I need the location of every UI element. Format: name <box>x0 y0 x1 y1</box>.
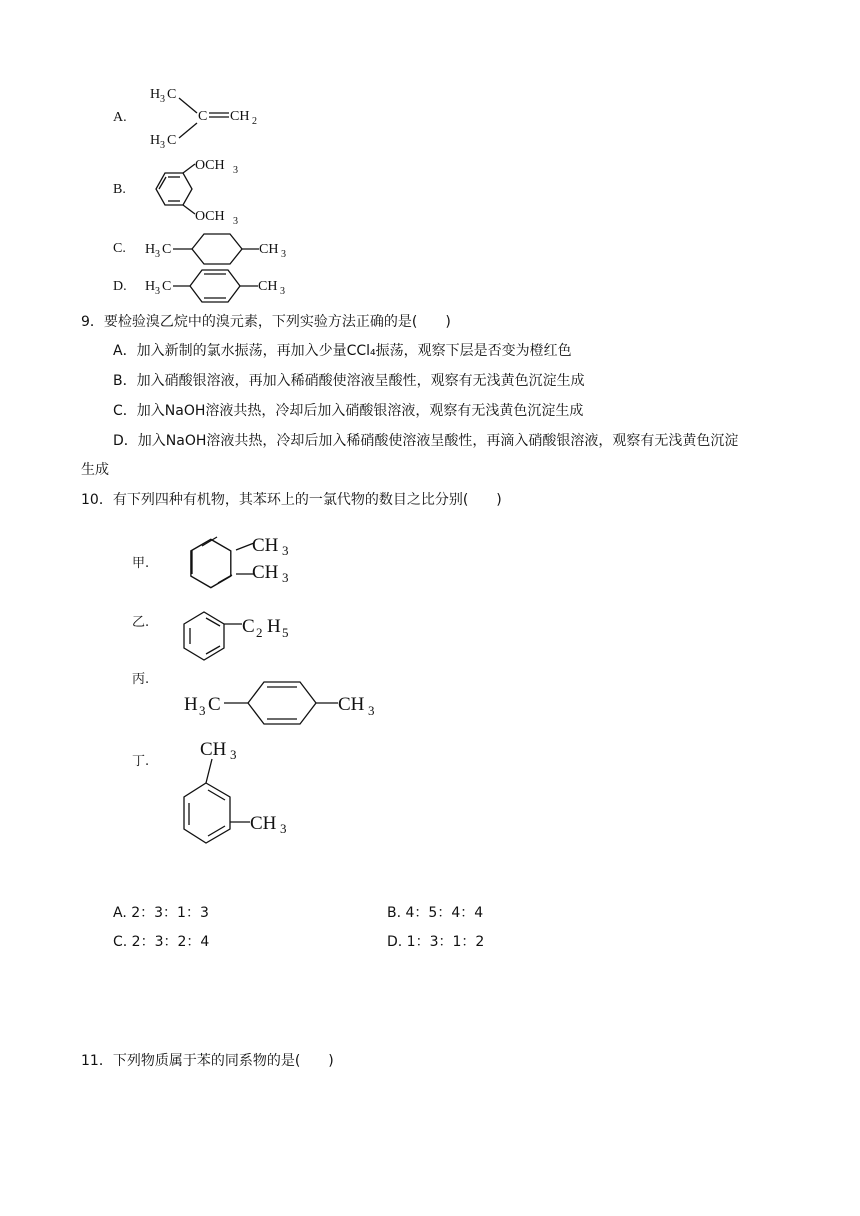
svg-text:C: C <box>162 279 172 294</box>
svg-text:3: 3 <box>280 821 287 836</box>
svg-text:H: H <box>150 133 161 148</box>
svg-text:H: H <box>145 279 156 294</box>
q9-option-a: A．加入新制的氯水振荡，再加入少量CCl₄振荡，观察下层是否变为橙红色 <box>113 343 572 359</box>
svg-text:3: 3 <box>199 703 206 718</box>
svg-text:CH: CH <box>250 813 277 834</box>
svg-text:H: H <box>184 694 198 715</box>
svg-text:CH: CH <box>252 535 279 556</box>
svg-text:H: H <box>150 87 161 102</box>
svg-text:C: C <box>167 87 177 102</box>
q10-answer-c: C. 2：3：2：4 <box>113 934 210 950</box>
q8-option-b-letter: B. <box>113 182 126 197</box>
svg-text:3: 3 <box>233 216 238 227</box>
q10-structure-ding <box>178 733 308 851</box>
svg-text:2: 2 <box>256 625 263 640</box>
q10-stem: 10．有下列四种有机物，其苯环上的一氯代物的数目之比分别( ) <box>81 492 502 508</box>
svg-text:3: 3 <box>160 94 165 105</box>
svg-text:3: 3 <box>368 703 375 718</box>
svg-text:CH: CH <box>252 562 279 583</box>
svg-text:C: C <box>242 616 255 637</box>
svg-text:C: C <box>208 694 221 715</box>
svg-text:3: 3 <box>233 165 238 176</box>
svg-text:3: 3 <box>155 249 160 260</box>
q9-option-d: D．加入NaOH溶液共热，冷却后加入稀硝酸使溶液呈酸性，再滴入硝酸银溶液，观察有无浅黄色沉淀 <box>113 433 739 449</box>
svg-text:3: 3 <box>280 286 285 297</box>
svg-text:C: C <box>162 242 172 257</box>
q8-structure-b <box>140 152 260 227</box>
svg-text:CH: CH <box>259 242 279 257</box>
svg-text:3: 3 <box>160 140 165 150</box>
q10-answer-b: B. 4：5：4：4 <box>387 905 484 921</box>
svg-text:H: H <box>267 616 281 637</box>
svg-text:CH: CH <box>230 109 250 124</box>
svg-text:OCH: OCH <box>195 209 225 224</box>
q8-option-c-letter: C. <box>113 241 126 256</box>
q10-label-yi: 乙. <box>132 615 150 630</box>
svg-text:3: 3 <box>282 543 289 558</box>
q10-label-jia: 甲. <box>132 556 150 571</box>
q9-option-c: C．加入NaOH溶液共热，冷却后加入硝酸银溶液，观察有无浅黄色沉淀生成 <box>113 403 584 419</box>
svg-text:CH: CH <box>200 739 227 760</box>
q8-structure-a <box>145 80 275 150</box>
svg-text:C: C <box>167 133 177 148</box>
svg-text:3: 3 <box>230 747 237 762</box>
q8-option-d-letter: D. <box>113 279 127 294</box>
q10-label-ding: 丁. <box>132 754 150 769</box>
svg-text:2: 2 <box>252 116 257 127</box>
q10-label-bing: 丙. <box>132 672 150 687</box>
svg-text:H: H <box>145 242 156 257</box>
q9-option-b: B．加入硝酸银溶液，再加入稀硝酸使溶液呈酸性，观察有无浅黄色沉淀生成 <box>113 373 585 389</box>
q10-structure-jia <box>180 524 310 606</box>
q8-structure-d <box>142 264 302 308</box>
svg-text:3: 3 <box>155 286 160 297</box>
q11-stem: 11．下列物质属于苯的同系物的是( ) <box>81 1053 334 1069</box>
q9-option-d-continuation: 生成 <box>81 462 109 478</box>
svg-text:CH: CH <box>258 279 278 294</box>
svg-text:CH: CH <box>338 694 365 715</box>
q10-structure-yi <box>178 596 318 668</box>
svg-text:3: 3 <box>281 249 286 260</box>
q9-stem: 9．要检验溴乙烷中的溴元素，下列实验方法正确的是( ) <box>81 314 451 330</box>
q10-answer-a: A. 2：3：1：3 <box>113 905 209 921</box>
svg-text:3: 3 <box>282 570 289 585</box>
q8-option-a-letter: A. <box>113 110 127 125</box>
q10-structure-bing <box>182 676 392 728</box>
svg-text:5: 5 <box>282 625 289 640</box>
svg-text:OCH: OCH <box>195 158 225 173</box>
q10-answer-d: D. 1：3：1：2 <box>387 934 485 950</box>
svg-text:C: C <box>198 109 208 124</box>
